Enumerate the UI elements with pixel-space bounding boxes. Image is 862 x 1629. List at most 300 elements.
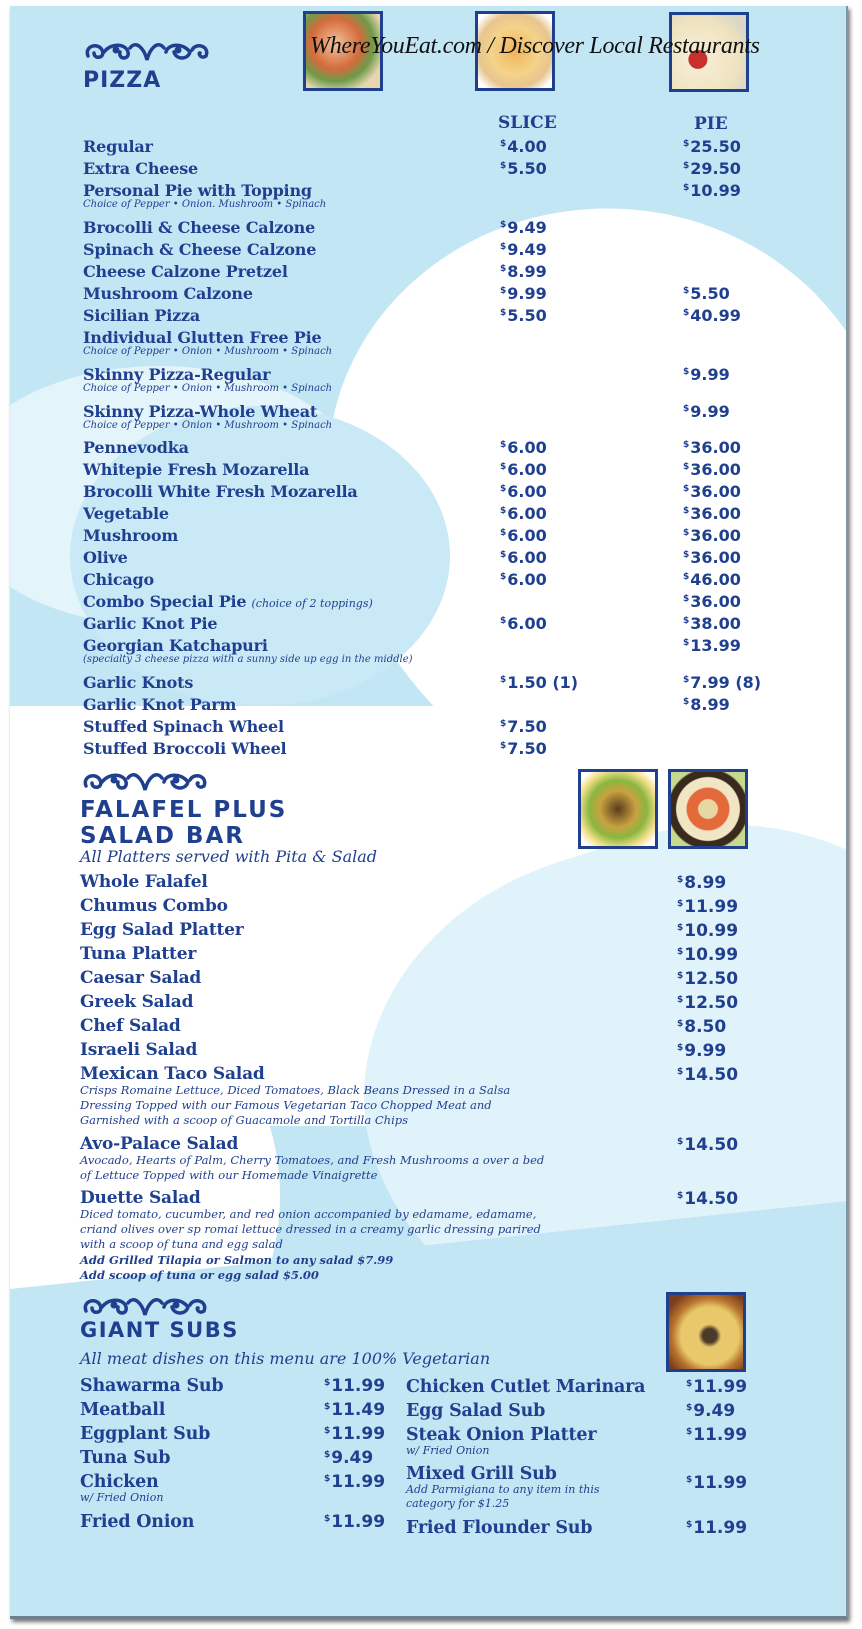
item-name: Brocolli & Cheese Calzone bbox=[83, 218, 316, 237]
item-name: Egg Salad Platter bbox=[80, 920, 244, 940]
price bbox=[686, 1377, 747, 1397]
item-name: Chef Salad bbox=[80, 1016, 181, 1036]
price-value: 7.50 bbox=[507, 717, 547, 736]
currency-symbol: $ bbox=[500, 484, 507, 494]
ornament-icon bbox=[80, 1293, 210, 1321]
currency-symbol: $ bbox=[683, 183, 690, 193]
currency-symbol: $ bbox=[677, 923, 684, 933]
currency-symbol: $ bbox=[500, 462, 507, 472]
price-value: 36.00 bbox=[690, 548, 741, 567]
price bbox=[683, 504, 741, 523]
price bbox=[677, 873, 726, 893]
currency-symbol: $ bbox=[683, 484, 690, 494]
currency-symbol: $ bbox=[500, 440, 507, 450]
currency-symbol: $ bbox=[500, 528, 507, 538]
currency-symbol: $ bbox=[683, 440, 690, 450]
currency-symbol: $ bbox=[677, 1067, 684, 1077]
price-value: 14.50 bbox=[684, 1189, 739, 1209]
currency-symbol: $ bbox=[500, 616, 507, 626]
menu-item bbox=[80, 1512, 194, 1532]
price bbox=[683, 306, 741, 325]
currency-symbol: $ bbox=[686, 1379, 693, 1389]
item-name: Mixed Grill Sub bbox=[406, 1464, 557, 1484]
price-value: 11.99 bbox=[331, 1376, 386, 1396]
currency-symbol: $ bbox=[683, 404, 690, 414]
price bbox=[677, 897, 738, 917]
price-value: 6.00 bbox=[507, 438, 547, 457]
price-value: 10.99 bbox=[684, 921, 739, 941]
currency-symbol: $ bbox=[500, 572, 507, 582]
currency-symbol: $ bbox=[500, 719, 507, 729]
item-name: Extra Cheese bbox=[83, 159, 199, 178]
item-name: Chumus Combo bbox=[80, 896, 228, 916]
menu-item bbox=[83, 306, 200, 325]
price-value: 6.00 bbox=[507, 504, 547, 523]
item-name: Duette Salad bbox=[80, 1188, 201, 1208]
menu-item bbox=[83, 137, 153, 156]
menu-item bbox=[83, 717, 284, 736]
menu-item bbox=[83, 438, 189, 457]
section-title-falafel-line2: SALAD BAR bbox=[80, 823, 245, 849]
price-value: 36.00 bbox=[690, 504, 741, 523]
menu-item bbox=[83, 328, 332, 358]
price-value: 14.50 bbox=[684, 1135, 739, 1155]
currency-symbol: $ bbox=[677, 995, 684, 1005]
item-name: Fried Flounder Sub bbox=[406, 1518, 593, 1538]
price-value: 8.50 bbox=[684, 1017, 727, 1037]
section-title-falafel-line1: FALAFEL PLUS bbox=[80, 797, 288, 823]
currency-symbol: $ bbox=[324, 1426, 331, 1436]
item-name: Garlic Knots bbox=[83, 673, 194, 692]
menu-item bbox=[83, 673, 193, 692]
menu-item bbox=[80, 1424, 210, 1444]
item-name: Pennevodka bbox=[83, 438, 189, 457]
currency-symbol: $ bbox=[677, 947, 684, 957]
price bbox=[683, 695, 730, 714]
price-value: 7.50 bbox=[507, 739, 547, 758]
price-value: 36.00 bbox=[690, 526, 741, 545]
price bbox=[500, 717, 547, 736]
currency-symbol: $ bbox=[683, 550, 690, 560]
menu-item bbox=[83, 636, 413, 666]
price bbox=[683, 592, 741, 611]
menu-item bbox=[406, 1401, 545, 1421]
menu-item bbox=[83, 482, 358, 501]
menu-item bbox=[83, 365, 332, 395]
price-value: 29.50 bbox=[690, 159, 741, 178]
item-name: Vegetable bbox=[83, 504, 169, 523]
price-value: 36.00 bbox=[690, 438, 741, 457]
menu-item bbox=[80, 1472, 163, 1505]
price-value: 9.49 bbox=[507, 218, 547, 237]
currency-symbol: $ bbox=[500, 220, 507, 230]
price bbox=[500, 262, 547, 281]
price-value: 14.50 bbox=[684, 1065, 739, 1085]
currency-symbol: $ bbox=[683, 506, 690, 516]
currency-symbol: $ bbox=[683, 572, 690, 582]
menu-item bbox=[406, 1425, 606, 1458]
currency-symbol: $ bbox=[500, 308, 507, 318]
menu-item bbox=[80, 968, 201, 988]
price-value: 1.50 (1) bbox=[507, 673, 579, 692]
menu-item bbox=[80, 1040, 197, 1060]
item-name: Individual Glutten Free Pie bbox=[83, 328, 322, 347]
price bbox=[683, 159, 741, 178]
price bbox=[500, 306, 547, 325]
currency-symbol: $ bbox=[683, 139, 690, 149]
menu-item bbox=[83, 402, 332, 432]
price bbox=[500, 504, 547, 523]
price bbox=[683, 365, 730, 384]
price bbox=[683, 482, 741, 501]
salad-platter-photo bbox=[668, 769, 748, 849]
price bbox=[324, 1448, 373, 1468]
price-value: 5.50 bbox=[690, 284, 730, 303]
price bbox=[683, 614, 741, 633]
item-description: w/ Fried Onion bbox=[80, 1491, 164, 1504]
price-value: 46.00 bbox=[690, 570, 741, 589]
price bbox=[500, 137, 547, 156]
item-name: Skinny Pizza-Regular bbox=[83, 365, 271, 384]
price bbox=[677, 921, 738, 941]
currency-symbol: $ bbox=[677, 875, 684, 885]
item-name: Steak Onion Platter bbox=[406, 1425, 597, 1445]
menu-item bbox=[83, 614, 217, 633]
price-value: 9.99 bbox=[690, 365, 730, 384]
menu-item bbox=[80, 1400, 165, 1420]
price bbox=[324, 1472, 385, 1492]
price bbox=[677, 969, 738, 989]
item-description: w/ Fried Onion bbox=[406, 1444, 490, 1457]
price bbox=[500, 673, 578, 692]
price bbox=[500, 548, 547, 567]
price-value: 8.99 bbox=[690, 695, 730, 714]
menu-item bbox=[83, 240, 316, 259]
menu-item bbox=[83, 592, 373, 611]
menu-item bbox=[83, 695, 236, 714]
currency-symbol: $ bbox=[683, 367, 690, 377]
menu-item bbox=[83, 739, 286, 758]
ornament-icon bbox=[80, 768, 210, 796]
currency-symbol: $ bbox=[683, 616, 690, 626]
price bbox=[683, 570, 741, 589]
price bbox=[500, 614, 547, 633]
item-name: Caesar Salad bbox=[80, 968, 202, 988]
ornament-icon bbox=[82, 38, 212, 66]
item-description: Choice of Pepper • Onion. Mushroom • Spinach bbox=[83, 199, 327, 210]
item-name: Skinny Pizza-Whole Wheat bbox=[83, 402, 318, 421]
item-name: Chicago bbox=[83, 570, 155, 589]
price bbox=[500, 526, 547, 545]
item-name: Olive bbox=[83, 548, 128, 567]
price bbox=[500, 159, 547, 178]
price bbox=[324, 1400, 385, 1420]
currency-symbol: $ bbox=[683, 638, 690, 648]
item-name: Whole Falafel bbox=[80, 872, 208, 892]
menu-item bbox=[80, 1134, 550, 1183]
item-name: Combo Special Pie bbox=[83, 592, 247, 611]
currency-symbol: $ bbox=[500, 161, 507, 171]
menu-item bbox=[80, 1064, 550, 1128]
currency-symbol: $ bbox=[677, 899, 684, 909]
menu-item bbox=[83, 218, 315, 237]
price-value: 11.99 bbox=[693, 1377, 748, 1397]
currency-symbol: $ bbox=[324, 1378, 331, 1388]
price-value: 5.50 bbox=[507, 159, 547, 178]
currency-symbol: $ bbox=[500, 506, 507, 516]
menu-item bbox=[80, 992, 193, 1012]
item-name: Brocolli White Fresh Mozarella bbox=[83, 482, 358, 501]
menu-item bbox=[83, 504, 169, 523]
menu-item bbox=[406, 1377, 645, 1397]
price-value: 11.99 bbox=[331, 1512, 386, 1532]
price bbox=[500, 284, 547, 303]
watermark-text: WhereYouEat.com / Discover Local Restaurants bbox=[310, 33, 760, 59]
menu-item bbox=[83, 548, 128, 567]
currency-symbol: $ bbox=[500, 550, 507, 560]
currency-symbol: $ bbox=[683, 308, 690, 318]
currency-symbol: $ bbox=[686, 1403, 693, 1413]
price-value: 11.99 bbox=[693, 1425, 748, 1445]
menu-item bbox=[80, 920, 244, 940]
price bbox=[677, 1135, 738, 1155]
price bbox=[677, 945, 738, 965]
price bbox=[500, 460, 547, 479]
price bbox=[683, 460, 741, 479]
currency-symbol: $ bbox=[686, 1427, 693, 1437]
menu-item bbox=[80, 1376, 223, 1396]
menu-item bbox=[83, 262, 288, 281]
price-value: 12.50 bbox=[684, 969, 739, 989]
item-name: Avo-Palace Salad bbox=[80, 1134, 239, 1154]
menu-item bbox=[83, 460, 309, 479]
price bbox=[500, 570, 547, 589]
price-value: 4.00 bbox=[507, 137, 547, 156]
currency-symbol: $ bbox=[677, 1043, 684, 1053]
currency-symbol: $ bbox=[500, 675, 507, 685]
price-value: 11.99 bbox=[331, 1472, 386, 1492]
item-description: Crisps Romaine Lettuce, Diced Tomatoes, Black Beans Dressed in a Salsa Dressing Topped with our Famous Vegetarian Taco Chopped Meat and Garnished with a scoop of Guacamole and Tortilla Chips bbox=[80, 1083, 511, 1127]
price-value: 6.00 bbox=[507, 460, 547, 479]
currency-symbol: $ bbox=[683, 528, 690, 538]
item-name: Cheese Calzone Pretzel bbox=[83, 262, 288, 281]
menu-page bbox=[10, 6, 848, 1619]
price-value: 11.99 bbox=[684, 897, 739, 917]
menu-item bbox=[80, 944, 196, 964]
item-description: Avocado, Hearts of Palm, Cherry Tomatoes, and Fresh Mushrooms a over a bed of Lettuce Topped with our Homemade Vinaigrette bbox=[80, 1153, 545, 1182]
item-name: Whitepie Fresh Mozarella bbox=[83, 460, 310, 479]
item-name: Fried Onion bbox=[80, 1512, 195, 1532]
price bbox=[677, 1017, 726, 1037]
menu-item bbox=[83, 181, 326, 211]
item-name: Mushroom bbox=[83, 526, 179, 545]
item-name: Stuffed Broccoli Wheel bbox=[83, 739, 287, 758]
price bbox=[500, 240, 547, 259]
price bbox=[500, 739, 547, 758]
price-value: 9.99 bbox=[507, 284, 547, 303]
item-name: Tuna Platter bbox=[80, 944, 197, 964]
menu-item bbox=[80, 1188, 550, 1252]
item-name: Tuna Sub bbox=[80, 1448, 171, 1468]
currency-symbol: $ bbox=[324, 1514, 331, 1524]
currency-symbol: $ bbox=[677, 1191, 684, 1201]
price-value: 9.49 bbox=[331, 1448, 374, 1468]
currency-symbol: $ bbox=[683, 594, 690, 604]
price-value: 11.99 bbox=[693, 1518, 748, 1538]
price-value: 9.99 bbox=[690, 402, 730, 421]
price bbox=[324, 1424, 385, 1444]
item-name: Meatball bbox=[80, 1400, 166, 1420]
price-value: 38.00 bbox=[690, 614, 741, 633]
section-title-pizza: PIZZA bbox=[83, 68, 162, 93]
price bbox=[683, 402, 730, 421]
price bbox=[686, 1425, 747, 1445]
currency-symbol: $ bbox=[683, 286, 690, 296]
menu-item bbox=[80, 896, 228, 916]
price bbox=[677, 1189, 738, 1209]
item-name: Israeli Salad bbox=[80, 1040, 198, 1060]
column-header-pie: PIE bbox=[694, 114, 728, 134]
item-note: (choice of 2 toppings) bbox=[251, 597, 373, 610]
currency-symbol: $ bbox=[677, 1019, 684, 1029]
price bbox=[677, 1041, 726, 1061]
price-value: 9.99 bbox=[684, 1041, 727, 1061]
price bbox=[683, 548, 741, 567]
menu-item bbox=[406, 1464, 606, 1511]
currency-symbol: $ bbox=[686, 1475, 693, 1485]
price bbox=[686, 1473, 747, 1493]
item-description: Add Parmigiana to any item in this category for $1.25 bbox=[406, 1483, 600, 1510]
menu-item bbox=[80, 872, 208, 892]
price-value: 10.99 bbox=[684, 945, 739, 965]
addon-note: Add scoop of tuna or egg salad $5.00 bbox=[80, 1268, 319, 1282]
price bbox=[683, 284, 730, 303]
menu-item bbox=[83, 159, 198, 178]
currency-symbol: $ bbox=[324, 1474, 331, 1484]
item-name: Eggplant Sub bbox=[80, 1424, 211, 1444]
price bbox=[324, 1376, 385, 1396]
price-value: 36.00 bbox=[690, 482, 741, 501]
column-header-slice: SLICE bbox=[498, 113, 557, 133]
section-title-subs: GIANT SUBS bbox=[80, 1318, 239, 1342]
currency-symbol: $ bbox=[500, 139, 507, 149]
item-name: Chicken bbox=[80, 1472, 159, 1492]
item-description: Diced tomato, cucumber, and red onion accompanied by edamame, edamame, criand olives over sp romai lettuce dressed in a creamy garlic dressing parired with a scoop of tuna and egg salad bbox=[80, 1207, 541, 1251]
currency-symbol: $ bbox=[500, 741, 507, 751]
menu-item bbox=[80, 1016, 181, 1036]
currency-symbol: $ bbox=[683, 675, 690, 685]
price-value: 8.99 bbox=[507, 262, 547, 281]
currency-symbol: $ bbox=[686, 1520, 693, 1530]
price-value: 11.49 bbox=[331, 1400, 386, 1420]
menu-item bbox=[83, 526, 178, 545]
currency-symbol: $ bbox=[683, 697, 690, 707]
currency-symbol: $ bbox=[324, 1402, 331, 1412]
price-value: 36.00 bbox=[690, 592, 741, 611]
currency-symbol: $ bbox=[324, 1450, 331, 1460]
price-value: 6.00 bbox=[507, 526, 547, 545]
sub-photo bbox=[666, 1292, 746, 1372]
price-value: 7.99 (8) bbox=[690, 673, 762, 692]
menu-item bbox=[83, 570, 154, 589]
menu-item bbox=[83, 284, 253, 303]
price bbox=[683, 673, 761, 692]
item-name: Spinach & Cheese Calzone bbox=[83, 240, 317, 259]
price bbox=[500, 218, 547, 237]
price-value: 36.00 bbox=[690, 460, 741, 479]
menu-item bbox=[406, 1518, 592, 1538]
price bbox=[686, 1518, 747, 1538]
price-value: 6.00 bbox=[507, 482, 547, 501]
price bbox=[500, 438, 547, 457]
item-description: Choice of Pepper • Onion • Mushroom • Spinach bbox=[83, 420, 333, 431]
price-value: 12.50 bbox=[684, 993, 739, 1013]
price bbox=[500, 482, 547, 501]
item-name: Sicilian Pizza bbox=[83, 306, 201, 325]
price-value: 9.49 bbox=[507, 240, 547, 259]
price-value: 6.00 bbox=[507, 614, 547, 633]
price-value: 8.99 bbox=[684, 873, 727, 893]
item-name: Regular bbox=[83, 137, 153, 156]
item-name: Garlic Knot Pie bbox=[83, 614, 218, 633]
price bbox=[683, 636, 741, 655]
currency-symbol: $ bbox=[677, 1137, 684, 1147]
currency-symbol: $ bbox=[500, 286, 507, 296]
item-description: Choice of Pepper • Onion • Mushroom • Spinach bbox=[83, 346, 333, 357]
price bbox=[677, 1065, 738, 1085]
item-name: Stuffed Spinach Wheel bbox=[83, 717, 284, 736]
item-name: Greek Salad bbox=[80, 992, 194, 1012]
item-description: Choice of Pepper • Onion • Mushroom • Spinach bbox=[83, 383, 333, 394]
item-name: Mushroom Calzone bbox=[83, 284, 253, 303]
currency-symbol: $ bbox=[683, 462, 690, 472]
item-name: Georgian Katchapuri bbox=[83, 636, 268, 655]
item-name: Mexican Taco Salad bbox=[80, 1064, 265, 1084]
price bbox=[324, 1512, 385, 1532]
price-value: 10.99 bbox=[690, 181, 741, 200]
currency-symbol: $ bbox=[677, 971, 684, 981]
price-value: 9.49 bbox=[693, 1401, 736, 1421]
price-value: 11.99 bbox=[331, 1424, 386, 1444]
currency-symbol: $ bbox=[500, 242, 507, 252]
price bbox=[683, 137, 741, 156]
addon-note: Add Grilled Tilapia or Salmon to any salad $7.99 bbox=[80, 1253, 394, 1267]
price-value: 6.00 bbox=[507, 548, 547, 567]
currency-symbol: $ bbox=[683, 161, 690, 171]
price-value: 40.99 bbox=[690, 306, 741, 325]
price-value: 5.50 bbox=[507, 306, 547, 325]
price-value: 11.99 bbox=[693, 1473, 748, 1493]
item-name: Garlic Knot Parm bbox=[83, 695, 237, 714]
price bbox=[683, 181, 741, 200]
item-name: Egg Salad Sub bbox=[406, 1401, 546, 1421]
price-value: 25.50 bbox=[690, 137, 741, 156]
item-name: Shawarma Sub bbox=[80, 1376, 224, 1396]
price-value: 13.99 bbox=[690, 636, 741, 655]
section-subtitle-subs: All meat dishes on this menu are 100% Vegetarian bbox=[80, 1349, 491, 1368]
price bbox=[683, 438, 741, 457]
item-name: Personal Pie with Topping bbox=[83, 181, 312, 200]
item-description: (specialty 3 cheese pizza with a sunny side up egg in the middle) bbox=[83, 654, 413, 665]
menu-item bbox=[80, 1448, 170, 1468]
section-subtitle-falafel: All Platters served with Pita & Salad bbox=[80, 847, 378, 866]
price bbox=[683, 526, 741, 545]
item-name: Chicken Cutlet Marinara bbox=[406, 1377, 646, 1397]
price bbox=[677, 993, 738, 1013]
taco-salad-photo bbox=[578, 769, 658, 849]
price bbox=[686, 1401, 735, 1421]
price-value: 6.00 bbox=[507, 570, 547, 589]
